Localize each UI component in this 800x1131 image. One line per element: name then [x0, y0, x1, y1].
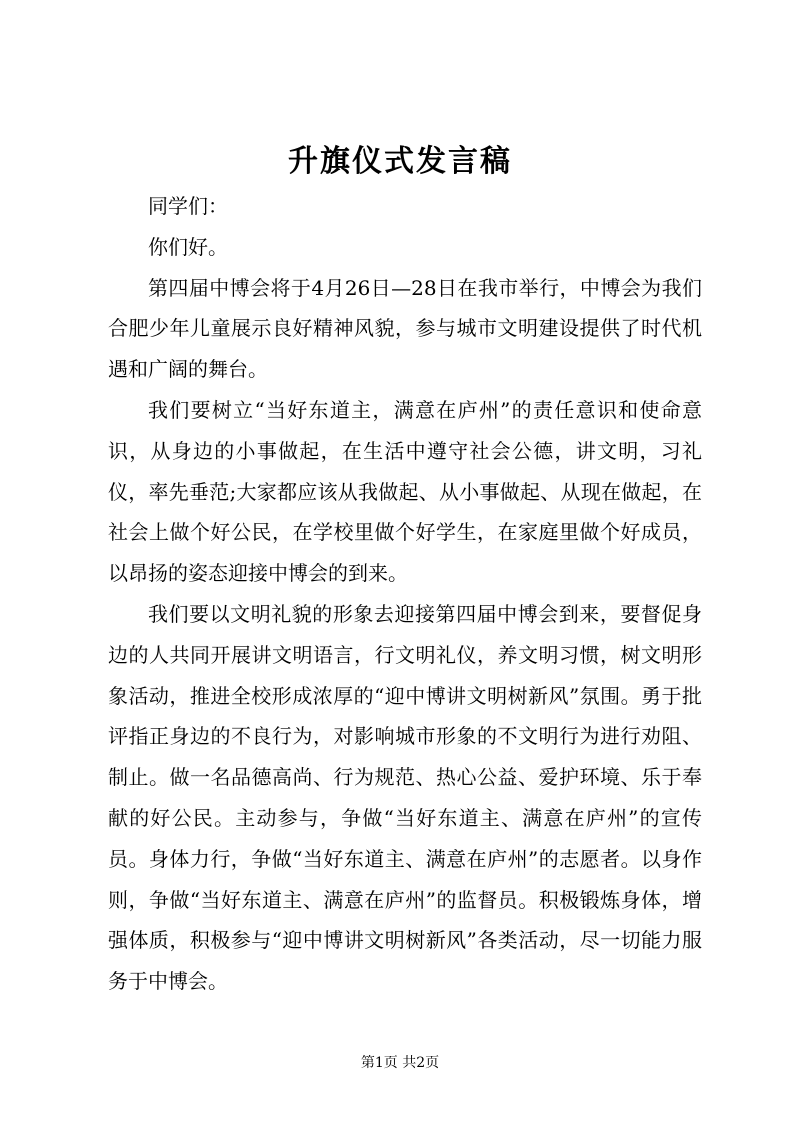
- hello-paragraph: 你们好。: [148, 234, 228, 259]
- document-title: 升旗仪式发言稿: [288, 144, 512, 179]
- greeting-paragraph: 同学们：: [148, 194, 228, 218]
- body-paragraph: 我们要以文明礼貌的形象去迎接第四届中博会到来，要督促身边的人共同开展讲文明语言，行文明礼仪，养文明习惯，树文明形象活动，推进全校形成浓厚的“迎中博讲文明树新风”氛围。勇于批评指正身边的不良行为，对影响城市形象的不文明行为进行劝阻、制止。做一名品德高尚、行为规范、热心公益、爱护环境、乐于奉献的好公民。主动参与，争做“当好东道主、满意在庐州”的宣传员。身体力行，争做“当好东道主、满意在庐州”的志愿者。以身作则，争做“当好东道主、满意在庐州”的监督员。积极锻炼身体，增强体质，积极参与“迎中博讲文明树新风”各类活动，尽一切能力服务于中博会。: [108, 601, 702, 994]
- document-body: [108, 186, 702, 1002]
- page-number-footer: 第1页 共2页: [360, 1055, 440, 1071]
- body-paragraph: 第四届中博会将于4月26日—28日在我市举行，中博会为我们合肥少年儿童展示良好精神风貌，参与城市文明建设提供了时代机遇和广阔的舞台。: [108, 275, 702, 382]
- body-paragraph: 我们要树立“当好东道主，满意在庐州”的责任意识和使命意识，从身边的小事做起，在生活中遵守社会公德，讲文明，习礼仪，率先垂范;大家都应该从我做起、从小事做起、从现在做起，在社会上做个好公民，在学校里做个好学生，在家庭里做个好成员，以昂扬的姿态迎接中博会的到来。: [108, 397, 702, 586]
